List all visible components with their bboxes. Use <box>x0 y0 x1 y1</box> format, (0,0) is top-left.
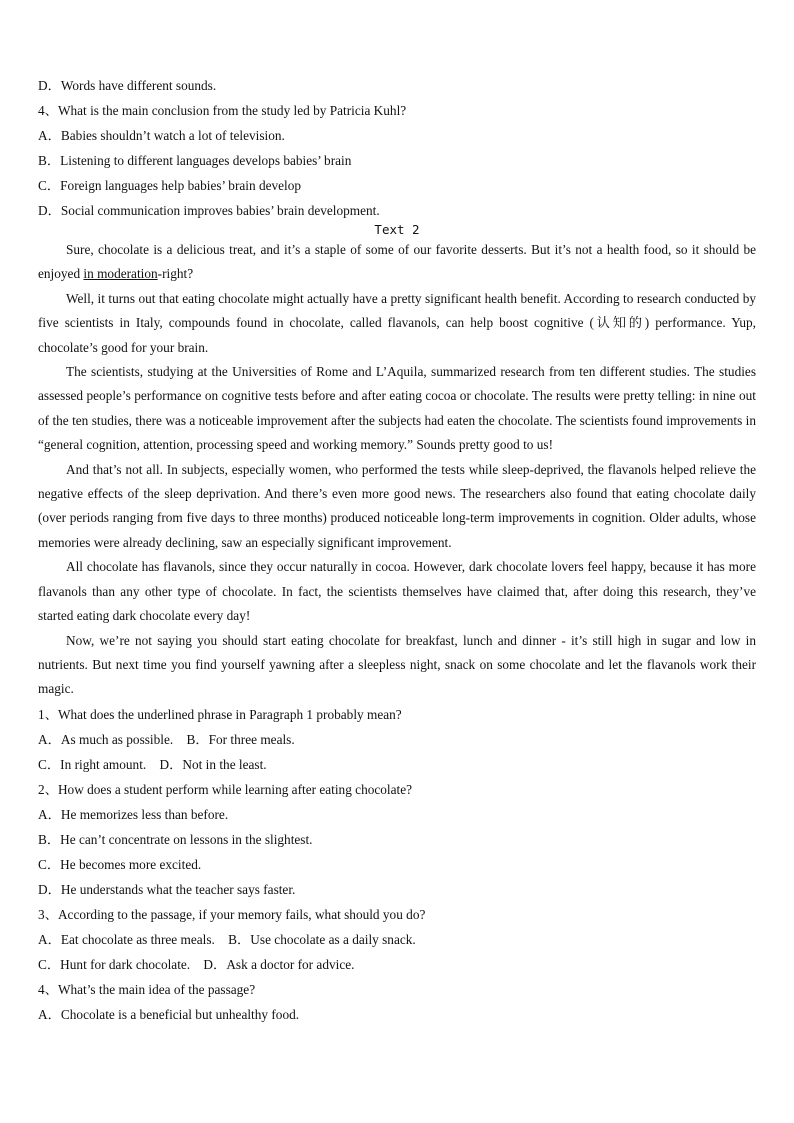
paragraph: Now, we’re not saying you should start eating chocolate for breakfast, lunch and dinner - it’s still high in sugar and low in nutrients. But next time you find yourself yawning after a sleepless night, snack on some chocolate and let the flavanols work their magic. <box>38 632 756 697</box>
previous-questions <box>38 73 756 223</box>
option-line: A．He memorizes less than before. <box>38 806 229 822</box>
questions <box>38 702 756 1027</box>
paragraph: And that’s not all. In subjects, especially women, who performed the tests while sleep-deprived, the flavanols helped relieve the negative effects of the sleep deprivation. And there’s even more good news. The researchers also found that eating chocolate daily (over periods ranging from five days to three months) produced noticeable long-term improvements in cognition. Older adults, whose memories were already declining, saw an especially significant improvement. <box>38 461 756 550</box>
option-line: B．He can’t concentrate on lessons in the slightest. <box>38 831 313 847</box>
option-line: C．Foreign languages help babies’ brain develop <box>38 178 302 193</box>
underlined-phrase: in moderation <box>83 266 158 282</box>
option-line: D．Social communication improves babies’ brain development. <box>38 203 380 218</box>
option-line: A．As much as possible. B．For three meals. <box>38 731 295 747</box>
option-line: C．Hunt for dark chocolate. D．Ask a doctor for advice. <box>38 956 355 972</box>
question-line: 2、How does a student perform while learning after eating chocolate? <box>38 781 413 797</box>
option-line: C．In right amount. D．Not in the least. <box>38 756 267 772</box>
option-line: B．Listening to different languages develops babies’ brain <box>38 153 352 168</box>
paragraph: Well, it turns out that eating chocolate might actually have a pretty significant health benefit. According to research conducted by five scientists in Italy, compounds found in chocolate, called flavanols, can help boost cognitive (认知的) performance. Yup, chocolate’s good for your brain. <box>38 290 756 355</box>
section-title: Text 2 <box>374 222 420 237</box>
question-line: 4、What’s the main idea of the passage? <box>38 981 256 997</box>
paragraph: All chocolate has flavanols, since they occur naturally in cocoa. However, dark chocolate lovers feel happy, because it has more flavanols than any other type of chocolate. In fact, the scientists themselves have claimed that, after doing this research, they’ve started eating dark chocolate every day! <box>38 559 756 624</box>
paragraph-text: -right? <box>157 266 194 282</box>
paragraph: The scientists, studying at the Universities of Rome and L’Aquila, summarized research from ten different studies. The studies assessed people’s performance on cognitive tests before and after eating cocoa or chocolate. The results were pretty telling: in nine out of the ten studies, there was a noticeable improvement after the subjects had eaten the chocolate. The scientists found improvements in “general cognition, attention, processing speed and working memory.” Sounds pretty good to us! <box>38 364 756 453</box>
question-line: 1、What does the underlined phrase in Paragraph 1 probably mean? <box>38 706 402 722</box>
option-line: D．Words have different sounds. <box>38 78 217 93</box>
option-line: A．Babies shouldn’t watch a lot of television. <box>38 128 285 143</box>
option-line: C．He becomes more excited. <box>38 856 202 872</box>
question-line: 4、What is the main conclusion from the study led by Patricia Kuhl? <box>38 103 407 118</box>
option-line: A．Chocolate is a beneficial but unhealthy food. <box>38 1006 300 1022</box>
paragraph <box>38 238 756 287</box>
question-line: 3、According to the passage, if your memory fails, what should you do? <box>38 906 426 922</box>
option-line: D．He understands what the teacher says faster. <box>38 881 296 897</box>
option-line: A．Eat chocolate as three meals. B．Use chocolate as a daily snack. <box>38 931 416 947</box>
document-page <box>38 73 756 1027</box>
paragraph-text: Sure, chocolate is a delicious treat, and it’s a staple of some of our favorite desserts. But it’s not a health food, so it should be enjoyed <box>38 242 756 282</box>
